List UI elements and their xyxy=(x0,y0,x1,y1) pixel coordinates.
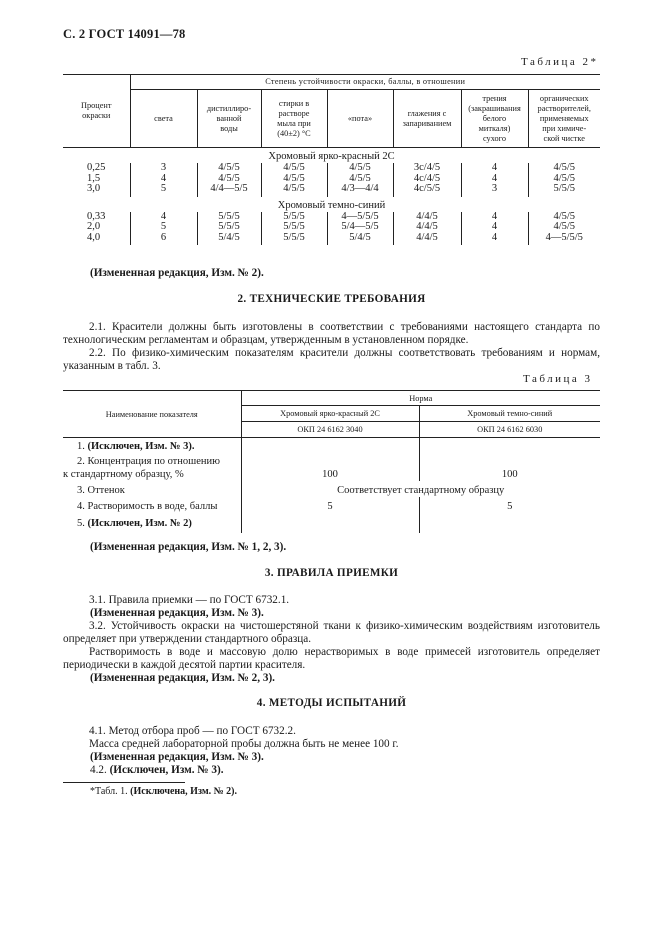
table3-cell: 100 xyxy=(501,469,518,480)
table2-cell: 4 xyxy=(461,163,528,174)
paragraph-2-1: 2.1. Красители должны быть изготовлены в соответствии с требованиями настоящего стандарта по технологическим регламентам и образцам, утвержденным в установленном порядке. xyxy=(63,321,600,346)
table3-row-2 xyxy=(63,453,241,481)
table2-cell: 3 xyxy=(130,163,197,174)
table2-cell: 4/4—5/5 xyxy=(197,184,261,197)
header-line: (закрашивания xyxy=(468,103,521,113)
table2-cell: 5/5/5 xyxy=(197,222,261,233)
table3-cell xyxy=(241,513,419,533)
table2-cell: 5/4/5 xyxy=(197,233,261,246)
table3-cell xyxy=(419,513,600,533)
table2-cell: 4 xyxy=(461,233,528,246)
section-2-title: 2. ТЕХНИЧЕСКИЕ ТРЕБОВАНИЯ xyxy=(237,293,426,305)
table3-cell-merged: Соответствует стандартному образцу xyxy=(337,485,505,496)
header-line: глажения с xyxy=(407,108,447,118)
header-line: растворе xyxy=(278,108,310,118)
table3-header-col2: Хромовый темно-синий xyxy=(419,406,600,422)
page-header: С. 2 ГОСТ 14091—78 xyxy=(63,27,186,41)
header-line: (40±2) °С xyxy=(277,128,311,138)
table3-header-norm: Норма xyxy=(241,391,600,406)
table-row xyxy=(63,184,600,197)
row-text: (Исключен, Изм. № 2) xyxy=(87,518,192,529)
table2-cell: 2,0 xyxy=(63,222,130,233)
table2-cell: 5/4—5/5 xyxy=(327,222,393,233)
header-line: запариванием xyxy=(402,118,452,128)
table2-cell: 5 xyxy=(130,222,197,233)
table2-cell: 4 xyxy=(461,222,528,233)
row-text: 2. Концентрация по отношению xyxy=(77,456,220,467)
table2 xyxy=(63,74,600,245)
header-line: белого xyxy=(482,113,507,123)
paragraph-3-2: 3.2. Устойчивость окраски на чистошерстяной ткани к физико-химическим воздействиям изготовитель определяет при утверждении стандартного образца. xyxy=(63,620,600,645)
table2-cell: 4/4/5 xyxy=(393,233,461,246)
amendment-note-2: (Измененная редакция, Изм. № 1, 2, 3). xyxy=(90,541,287,553)
table2-cell: 4/5/5 xyxy=(327,174,393,185)
table3-cell: 5 xyxy=(241,497,419,513)
header-line: дистиллиро- xyxy=(206,103,252,113)
table2-cell: 4 xyxy=(130,174,197,185)
table2-cell: 4/5/5 xyxy=(327,163,393,174)
table2-cell: 6 xyxy=(130,233,197,246)
table3-cell: 5 xyxy=(507,501,513,512)
table2-section-title: Хромовый ярко-красный 2С xyxy=(268,151,395,162)
table2-cell: 5/5/5 xyxy=(553,183,576,194)
table3 xyxy=(63,390,600,533)
table2-cell: 4с/5/5 xyxy=(393,184,461,197)
table2-cell: 4/5/5 xyxy=(553,162,576,173)
header-line: сухого xyxy=(482,133,507,143)
header-line: света xyxy=(154,113,173,123)
table2-col-header xyxy=(528,90,600,148)
table-row xyxy=(63,212,600,223)
paragraph-3-3: Растворимость в воде и массовую долю нерастворимых в воде примесей изготовитель определяет периодически в каждой десятой партии красителя. xyxy=(63,646,600,671)
table2-cell: 4/5/5 xyxy=(261,184,327,197)
table2-cell: 4 xyxy=(461,174,528,185)
table2-cell: 5/5/5 xyxy=(261,222,327,233)
table2-cell: 4/5/5 xyxy=(197,174,261,185)
footnote-divider xyxy=(63,782,185,783)
header-line: органических xyxy=(539,93,589,103)
table2-cell: 4/4/5 xyxy=(393,212,461,223)
table2-cell: 4—5/5/5 xyxy=(545,231,583,243)
table3-cell: 100 xyxy=(241,453,419,481)
table3-cell xyxy=(241,438,419,454)
table2-cell: 3,0 xyxy=(63,184,130,197)
header-line: миткаля) xyxy=(478,123,511,133)
row-text: к стандартному образцу, % xyxy=(63,469,184,480)
table2-cell: 4с/4/5 xyxy=(393,174,461,185)
table3-row-3: 3. Оттенок xyxy=(63,481,241,497)
paragraph-text: (Исключен, Изм. № 3). xyxy=(109,764,224,776)
table-row xyxy=(63,222,600,233)
table3-header-col1: Хромовый ярко-красный 2С xyxy=(241,406,419,422)
table3-okp1: ОКП 24 6162 3040 xyxy=(241,422,419,438)
amendment-note-5: (Измененная редакция, Изм. № 3). xyxy=(90,751,264,763)
table2-cell: 0,25 xyxy=(63,163,130,174)
table2-header-percent xyxy=(63,75,130,148)
footnote xyxy=(90,786,237,797)
table3-caption: Таблица 3 xyxy=(523,373,593,385)
table2-cell: 0,33 xyxy=(63,212,130,223)
header-line: мыла при xyxy=(277,118,311,128)
header-line: ванной xyxy=(216,113,242,123)
amendment-note-1: (Измененная редакция, Изм. № 2). xyxy=(90,267,264,279)
table2-section-title: Хромовый темно-синий xyxy=(277,199,386,211)
amendment-note-4: (Измененная редакция, Изм. № 2, 3). xyxy=(90,672,275,684)
table2-cell: 4/5/5 xyxy=(261,163,327,174)
paragraph-number: 4.2. xyxy=(90,764,107,776)
table-row xyxy=(63,233,600,246)
table2-cell: 4—5/5/5 xyxy=(327,212,393,223)
table2-cell: 5/5/5 xyxy=(197,212,261,223)
header-line: растворителей, xyxy=(537,103,591,113)
table2-cell: 5/5/5 xyxy=(261,212,327,223)
table-row xyxy=(63,163,600,174)
footnote-text: (Исключена, Изм. № 2). xyxy=(130,786,238,797)
table3-header-name: Наименование показателя xyxy=(63,391,241,438)
table2-col-header xyxy=(393,90,461,148)
section-4-title: 4. МЕТОДЫ ИСПЫТАНИЙ xyxy=(256,697,407,709)
paragraph-3-1: 3.1. Правила приемки — по ГОСТ 6732.1. xyxy=(89,594,290,606)
table3-okp2: ОКП 24 6162 6030 xyxy=(419,422,600,438)
row-number: 5. xyxy=(77,518,85,529)
table2-cell: 4/5/5 xyxy=(553,221,576,232)
table2-cell: 5/5/5 xyxy=(261,233,327,246)
table3-row-5 xyxy=(63,513,241,533)
table2-cell: 4 xyxy=(461,212,528,223)
table2-col-header xyxy=(327,90,393,148)
header-line: «пота» xyxy=(347,113,373,123)
table3-cell xyxy=(419,438,600,454)
table2-cell: 4/5/5 xyxy=(553,210,576,222)
table2-caption: Таблица 2* xyxy=(521,56,599,68)
section-3-title: 3. ПРАВИЛА ПРИЕМКИ xyxy=(264,567,399,579)
table3-row-4: 4. Растворимость в воде, баллы xyxy=(63,497,241,513)
table2-cell: 5/4/5 xyxy=(327,233,393,246)
header-line: окраски xyxy=(82,111,111,120)
table2-cell: 4/3—4/4 xyxy=(327,184,393,197)
header-line: воды xyxy=(220,123,238,133)
table2-cell: 4,0 xyxy=(63,233,130,246)
amendment-note-3: (Измененная редакция, Изм. № 3). xyxy=(90,607,264,619)
table2-cell: 5 xyxy=(130,184,197,197)
table-row xyxy=(63,174,600,185)
paragraph-4-2 xyxy=(90,764,627,777)
table2-cell: 4/4/5 xyxy=(393,222,461,233)
paragraph-4-1b: Масса средней лабораторной пробы должна быть не менее 100 г. xyxy=(89,738,399,750)
table2-cell: 3с/4/5 xyxy=(393,163,461,174)
table2-col-header xyxy=(130,90,197,148)
table2-cell: 3 xyxy=(461,184,528,197)
row-text: (Исключен, Изм. № 3). xyxy=(87,441,195,452)
table2-group-header: Степень устойчивости окраски, баллы, в отношении xyxy=(130,75,600,90)
paragraph-2-2: 2.2. По физико-химическим показателям красители должны соответствовать требованиям и нормам, указанным в табл. 3. xyxy=(63,347,600,372)
table2-cell: 4/5/5 xyxy=(197,163,261,174)
table2-col-header xyxy=(197,90,261,148)
header-line: стирки в xyxy=(278,98,310,108)
header-line: применяемых xyxy=(539,113,589,123)
table3-row-1 xyxy=(63,438,241,454)
paragraph-4-1: 4.1. Метод отбора проб — по ГОСТ 6732.2. xyxy=(89,725,296,737)
header-line: трения xyxy=(482,93,507,103)
table2-cell: 4 xyxy=(130,212,197,223)
header-line: при химиче- xyxy=(542,123,587,133)
table2-col-header xyxy=(261,90,327,148)
table2-cell: 4/5/5 xyxy=(553,172,576,184)
table2-col-header xyxy=(461,90,528,148)
row-number: 1. xyxy=(77,441,85,452)
footnote-number: *Табл. 1. xyxy=(90,786,128,797)
header-line: ской чистке xyxy=(543,133,585,143)
table2-cell: 4/5/5 xyxy=(261,174,327,185)
table2-cell: 1,5 xyxy=(63,174,130,185)
header-line: Процент xyxy=(81,101,112,110)
